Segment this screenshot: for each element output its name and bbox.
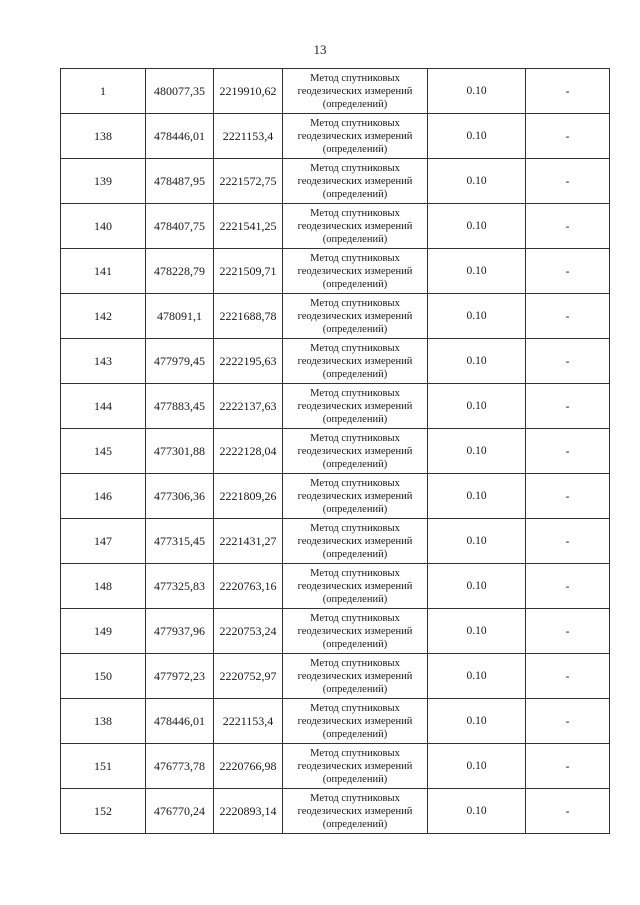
table-row xyxy=(61,429,610,474)
precision-cell: 0.10 xyxy=(428,474,526,519)
note-cell: - xyxy=(526,429,610,474)
method-cell: Метод спутниковых геодезических измерений (определений) xyxy=(283,429,428,474)
table-row xyxy=(61,69,610,114)
x-coordinate-cell: 477325,83 xyxy=(146,564,214,609)
table-row xyxy=(61,339,610,384)
y-coordinate-cell: 2220752,97 xyxy=(214,654,283,699)
y-coordinate-cell: 2222128,04 xyxy=(214,429,283,474)
y-coordinate-cell: 2221541,25 xyxy=(214,204,283,249)
precision-cell: 0.10 xyxy=(428,429,526,474)
method-cell: Метод спутниковых геодезических измерений (определений) xyxy=(283,564,428,609)
y-coordinate-cell: 2221688,78 xyxy=(214,294,283,339)
note-cell: - xyxy=(526,249,610,294)
note-cell: - xyxy=(526,69,610,114)
point-number-cell: 141 xyxy=(61,249,146,294)
method-cell: Метод спутниковых геодезических измерений (определений) xyxy=(283,159,428,204)
point-number-cell: 145 xyxy=(61,429,146,474)
x-coordinate-cell: 478446,01 xyxy=(146,699,214,744)
precision-cell: 0.10 xyxy=(428,654,526,699)
y-coordinate-cell: 2219910,62 xyxy=(214,69,283,114)
x-coordinate-cell: 477883,45 xyxy=(146,384,214,429)
point-number-cell: 142 xyxy=(61,294,146,339)
point-number-cell: 138 xyxy=(61,699,146,744)
note-cell: - xyxy=(526,384,610,429)
x-coordinate-cell: 477301,88 xyxy=(146,429,214,474)
precision-cell: 0.10 xyxy=(428,699,526,744)
table-row xyxy=(61,699,610,744)
point-number-cell: 143 xyxy=(61,339,146,384)
table-row xyxy=(61,249,610,294)
precision-cell: 0.10 xyxy=(428,789,526,834)
table-row xyxy=(61,789,610,834)
note-cell: - xyxy=(526,654,610,699)
method-cell: Метод спутниковых геодезических измерений (определений) xyxy=(283,384,428,429)
method-cell: Метод спутниковых геодезических измерений (определений) xyxy=(283,789,428,834)
point-number-cell: 138 xyxy=(61,114,146,159)
method-cell: Метод спутниковых геодезических измерений (определений) xyxy=(283,339,428,384)
coordinates-table-body xyxy=(61,69,610,834)
point-number-cell: 139 xyxy=(61,159,146,204)
x-coordinate-cell: 477979,45 xyxy=(146,339,214,384)
method-cell: Метод спутниковых геодезических измерений (определений) xyxy=(283,609,428,654)
x-coordinate-cell: 477315,45 xyxy=(146,519,214,564)
note-cell: - xyxy=(526,609,610,654)
note-cell: - xyxy=(526,564,610,609)
y-coordinate-cell: 2222137,63 xyxy=(214,384,283,429)
point-number-cell: 140 xyxy=(61,204,146,249)
method-cell: Метод спутниковых геодезических измерений (определений) xyxy=(283,204,428,249)
table-row xyxy=(61,384,610,429)
method-cell: Метод спутниковых геодезических измерений (определений) xyxy=(283,744,428,789)
x-coordinate-cell: 477937,96 xyxy=(146,609,214,654)
method-cell: Метод спутниковых геодезических измерений (определений) xyxy=(283,114,428,159)
table-row xyxy=(61,204,610,249)
x-coordinate-cell: 480077,35 xyxy=(146,69,214,114)
method-cell: Метод спутниковых геодезических измерений (определений) xyxy=(283,519,428,564)
note-cell: - xyxy=(526,699,610,744)
y-coordinate-cell: 2221509,71 xyxy=(214,249,283,294)
precision-cell: 0.10 xyxy=(428,519,526,564)
page-number: 13 xyxy=(313,42,327,57)
y-coordinate-cell: 2221431,27 xyxy=(214,519,283,564)
table-row xyxy=(61,474,610,519)
point-number-cell: 150 xyxy=(61,654,146,699)
method-cell: Метод спутниковых геодезических измерений (определений) xyxy=(283,294,428,339)
note-cell: - xyxy=(526,159,610,204)
y-coordinate-cell: 2222195,63 xyxy=(214,339,283,384)
y-coordinate-cell: 2221153,4 xyxy=(214,114,283,159)
point-number-cell: 147 xyxy=(61,519,146,564)
note-cell: - xyxy=(526,474,610,519)
table-row xyxy=(61,159,610,204)
precision-cell: 0.10 xyxy=(428,384,526,429)
y-coordinate-cell: 2220893,14 xyxy=(214,789,283,834)
precision-cell: 0.10 xyxy=(428,159,526,204)
table-row xyxy=(61,654,610,699)
table-row xyxy=(61,519,610,564)
method-cell: Метод спутниковых геодезических измерений (определений) xyxy=(283,654,428,699)
y-coordinate-cell: 2221809,26 xyxy=(214,474,283,519)
table-row xyxy=(61,564,610,609)
table-row xyxy=(61,744,610,789)
point-number-cell: 146 xyxy=(61,474,146,519)
x-coordinate-cell: 478446,01 xyxy=(146,114,214,159)
x-coordinate-cell: 478487,95 xyxy=(146,159,214,204)
x-coordinate-cell: 476773,78 xyxy=(146,744,214,789)
y-coordinate-cell: 2220766,98 xyxy=(214,744,283,789)
method-cell: Метод спутниковых геодезических измерений (определений) xyxy=(283,699,428,744)
x-coordinate-cell: 478228,79 xyxy=(146,249,214,294)
point-number-cell: 149 xyxy=(61,609,146,654)
y-coordinate-cell: 2220753,24 xyxy=(214,609,283,654)
precision-cell: 0.10 xyxy=(428,249,526,294)
precision-cell: 0.10 xyxy=(428,114,526,159)
x-coordinate-cell: 478407,75 xyxy=(146,204,214,249)
precision-cell: 0.10 xyxy=(428,294,526,339)
method-cell: Метод спутниковых геодезических измерений (определений) xyxy=(283,474,428,519)
point-number-cell: 1 xyxy=(61,69,146,114)
precision-cell: 0.10 xyxy=(428,744,526,789)
x-coordinate-cell: 476770,24 xyxy=(146,789,214,834)
note-cell: - xyxy=(526,204,610,249)
precision-cell: 0.10 xyxy=(428,204,526,249)
point-number-cell: 144 xyxy=(61,384,146,429)
note-cell: - xyxy=(526,519,610,564)
table-row xyxy=(61,609,610,654)
y-coordinate-cell: 2221572,75 xyxy=(214,159,283,204)
coordinates-table xyxy=(60,68,610,834)
x-coordinate-cell: 477306,36 xyxy=(146,474,214,519)
note-cell: - xyxy=(526,294,610,339)
note-cell: - xyxy=(526,744,610,789)
precision-cell: 0.10 xyxy=(428,564,526,609)
note-cell: - xyxy=(526,789,610,834)
method-cell: Метод спутниковых геодезических измерений (определений) xyxy=(283,69,428,114)
point-number-cell: 148 xyxy=(61,564,146,609)
method-cell: Метод спутниковых геодезических измерений (определений) xyxy=(283,249,428,294)
x-coordinate-cell: 478091,1 xyxy=(146,294,214,339)
point-number-cell: 152 xyxy=(61,789,146,834)
point-number-cell: 151 xyxy=(61,744,146,789)
table-row xyxy=(61,294,610,339)
y-coordinate-cell: 2221153,4 xyxy=(214,699,283,744)
precision-cell: 0.10 xyxy=(428,69,526,114)
precision-cell: 0.10 xyxy=(428,609,526,654)
note-cell: - xyxy=(526,114,610,159)
x-coordinate-cell: 477972,23 xyxy=(146,654,214,699)
precision-cell: 0.10 xyxy=(428,339,526,384)
y-coordinate-cell: 2220763,16 xyxy=(214,564,283,609)
table-row xyxy=(61,114,610,159)
note-cell: - xyxy=(526,339,610,384)
